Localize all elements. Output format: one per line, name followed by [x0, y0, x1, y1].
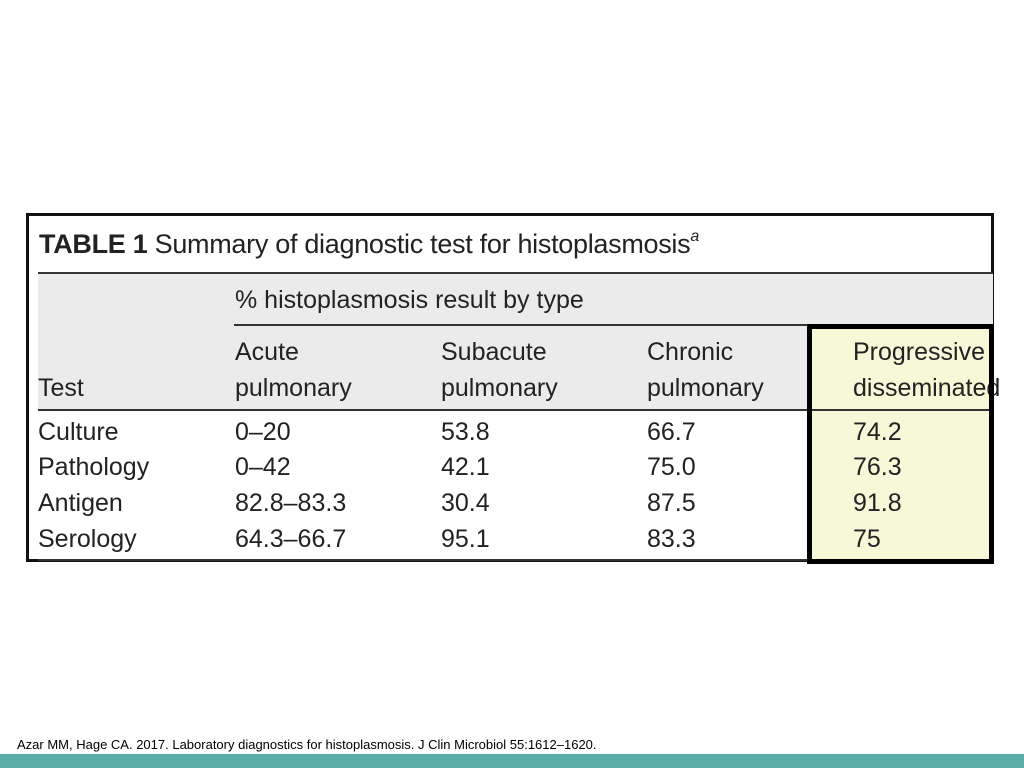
row-pathology-chronic: 75.0: [647, 453, 696, 481]
column-header-acute-line1: Acute: [235, 338, 299, 366]
row-culture-test: Culture: [38, 418, 119, 446]
row-serology-chronic: 83.3: [647, 525, 696, 553]
row-culture-progressive: 74.2: [853, 418, 902, 446]
column-header-progressive-line1: Progressive: [853, 338, 985, 366]
row-antigen-test: Antigen: [38, 489, 123, 517]
table-label: TABLE 1: [39, 229, 148, 259]
column-header-test: Test: [38, 374, 84, 402]
row-serology-progressive: 75: [853, 525, 881, 553]
citation: Azar MM, Hage CA. 2017. Laboratory diagnostics for histoplasmosis. J Clin Microbiol 55:1612–1620.: [17, 737, 597, 752]
bottom-accent-bar: [0, 754, 1024, 768]
column-header-subacute-line2: pulmonary: [441, 374, 558, 402]
table-title: [39, 228, 699, 260]
row-serology-acute: 64.3–66.7: [235, 525, 347, 553]
column-header-chronic-line1: Chronic: [647, 338, 734, 366]
footnote-mark: a: [690, 228, 699, 245]
table-caption: Summary of diagnostic test for histoplasmosis: [154, 229, 691, 259]
row-culture-acute: 0–20: [235, 418, 291, 446]
row-serology-test: Serology: [38, 525, 137, 553]
column-header-acute-line2: pulmonary: [235, 374, 352, 402]
row-pathology-subacute: 42.1: [441, 453, 490, 481]
row-antigen-progressive: 91.8: [853, 489, 902, 517]
row-antigen-chronic: 87.5: [647, 489, 696, 517]
row-pathology-progressive: 76.3: [853, 453, 902, 481]
top-rule: [38, 272, 993, 274]
row-antigen-acute: 82.8–83.3: [235, 489, 347, 517]
column-header-subacute-line1: Subacute: [441, 338, 547, 366]
row-culture-chronic: 66.7: [647, 418, 696, 446]
highlight-column-outline: [807, 324, 994, 564]
column-header-chronic-line2: pulmonary: [647, 374, 764, 402]
row-antigen-subacute: 30.4: [441, 489, 490, 517]
row-pathology-acute: 0–42: [235, 453, 291, 481]
row-serology-subacute: 95.1: [441, 525, 490, 553]
row-pathology-test: Pathology: [38, 453, 150, 481]
row-culture-subacute: 53.8: [441, 418, 490, 446]
column-header-progressive-line2: disseminated: [853, 374, 1001, 402]
group-header: % histoplasmosis result by type: [235, 286, 584, 314]
